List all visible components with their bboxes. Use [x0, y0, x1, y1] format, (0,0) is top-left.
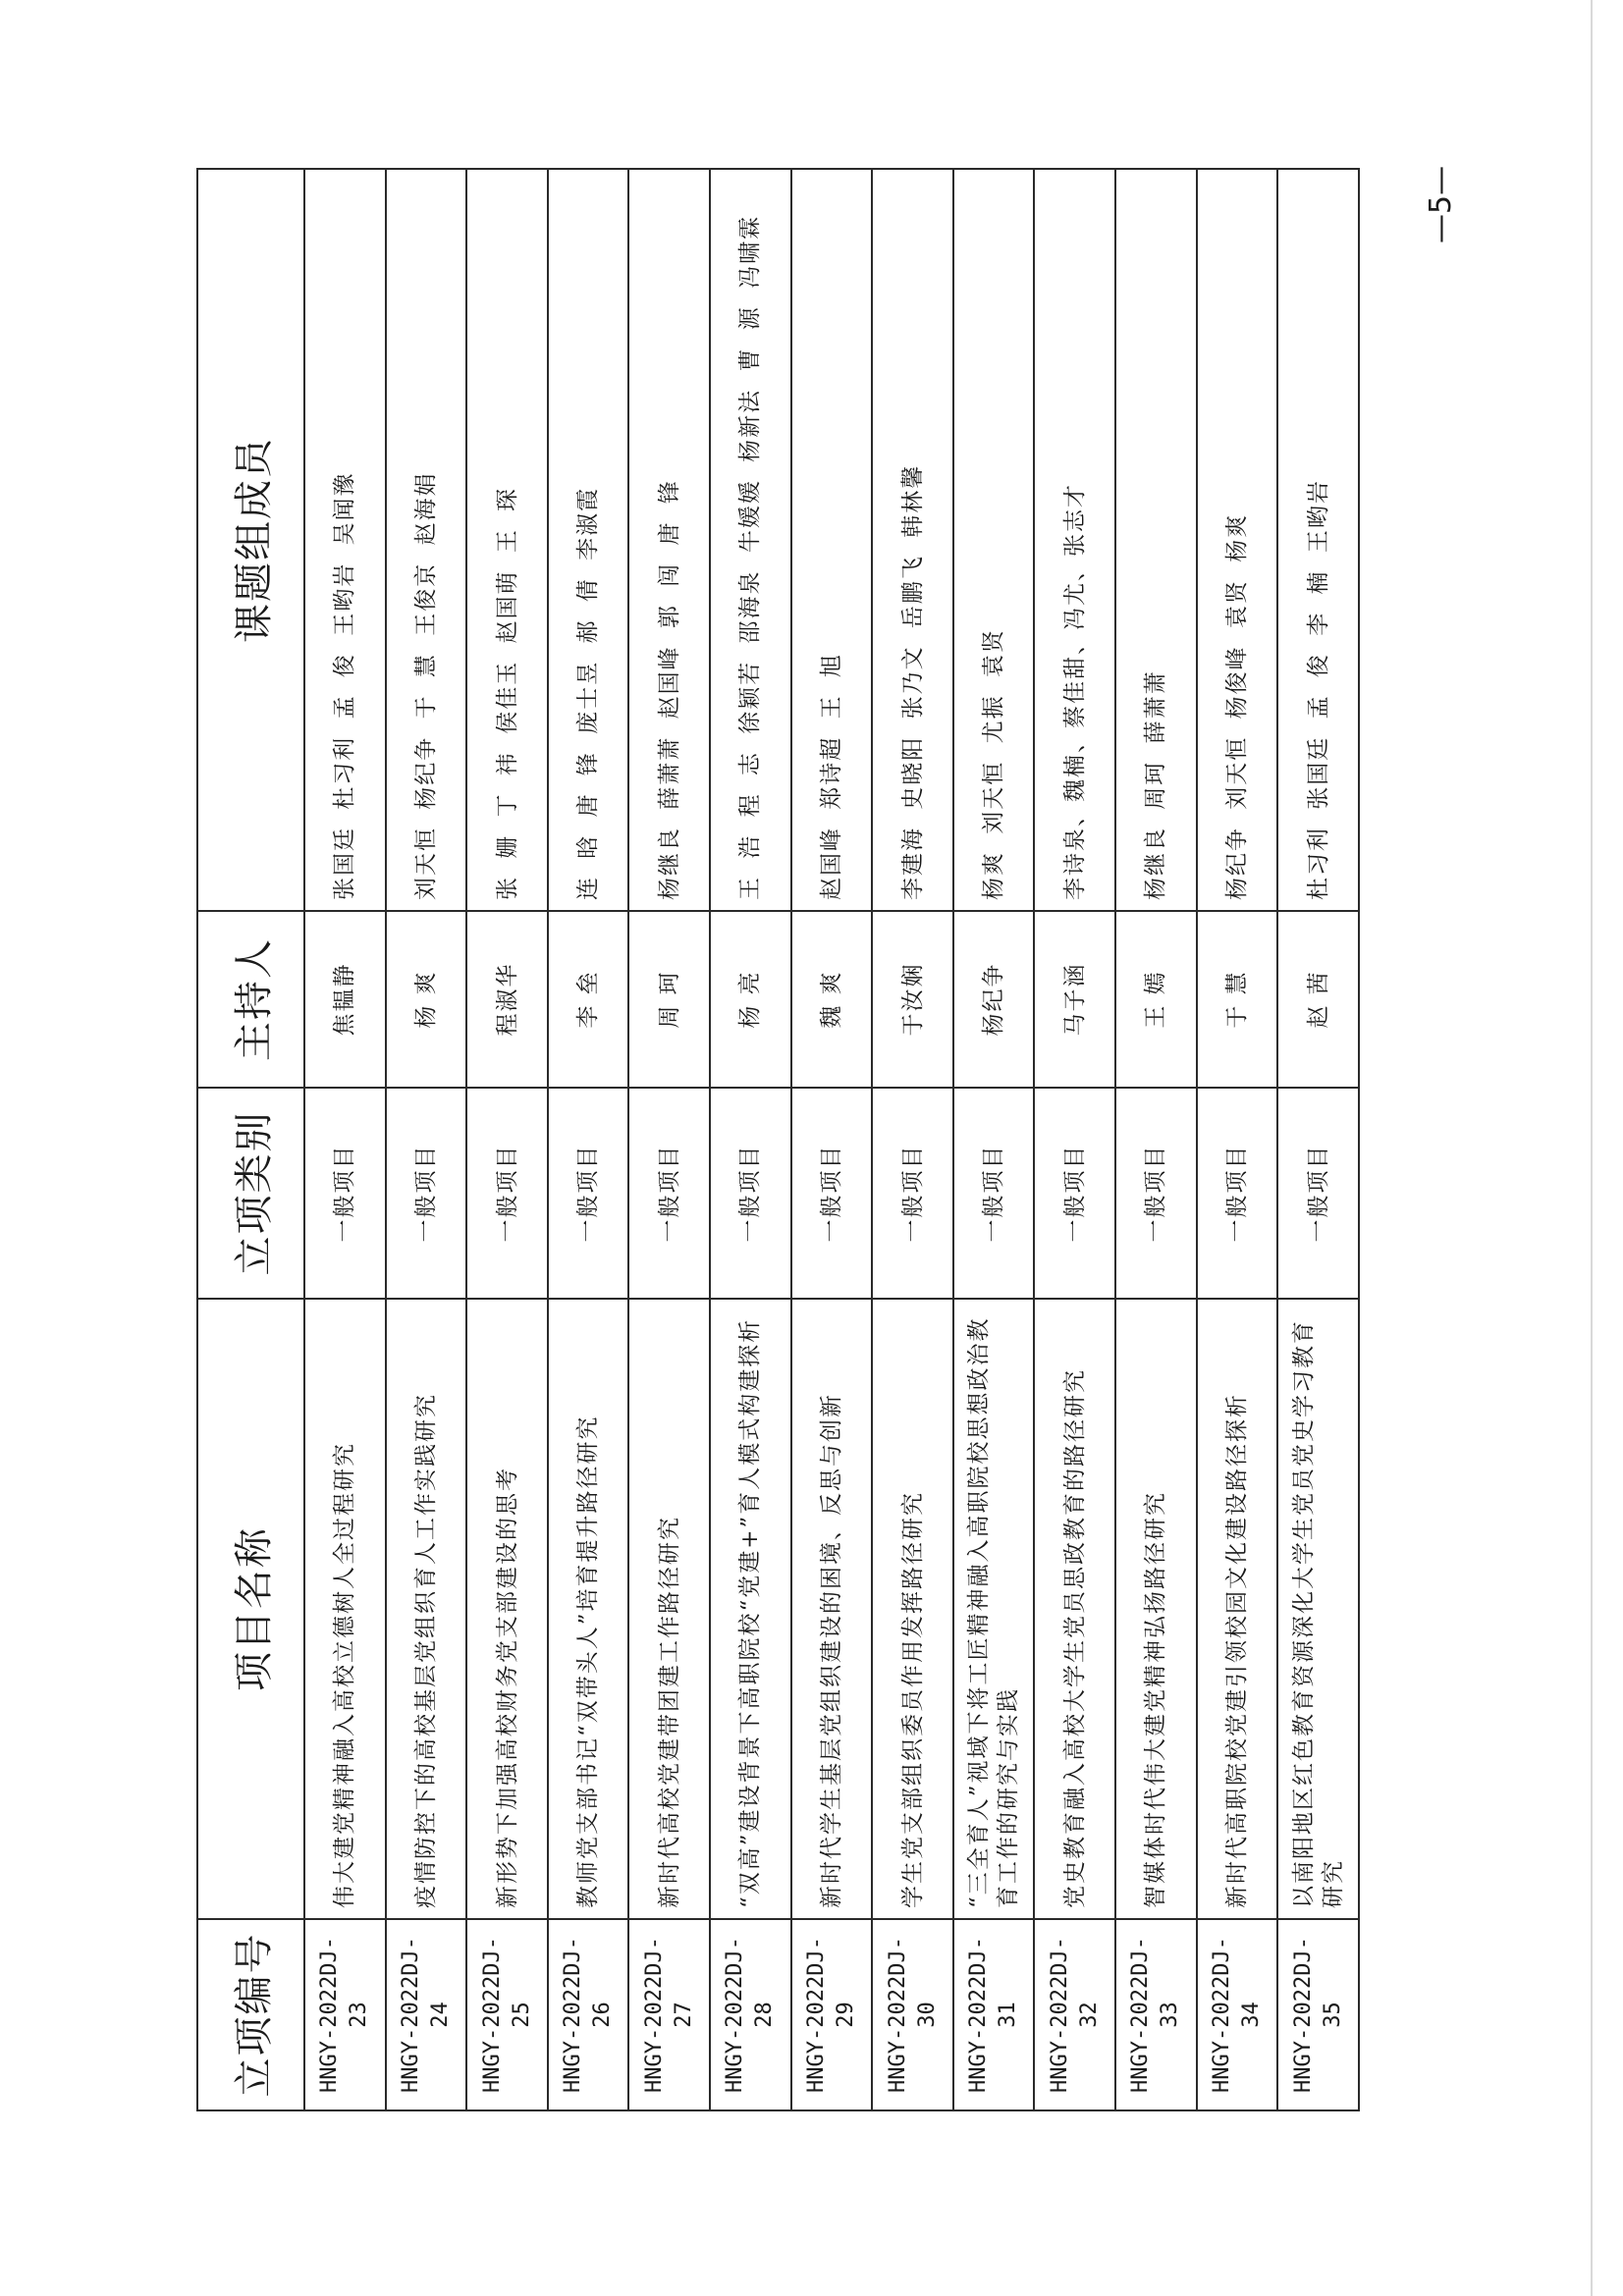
row-name: 新时代高职院校党建引领校园文化建设路径探析: [1197, 1299, 1278, 1919]
row-code: HNGY-2022DJ-26: [548, 1919, 629, 2110]
row-host: 杨 爽: [386, 911, 467, 1088]
row-code: HNGY-2022DJ-24: [386, 1919, 467, 2110]
row-code: HNGY-2022DJ-27: [628, 1919, 710, 2110]
header-category: 立项类别: [197, 1088, 304, 1299]
table-row: [1197, 169, 1278, 2110]
row-name: 教师党支部书记“双带头人”培育提升路径研究: [548, 1299, 629, 1919]
header-code: 立项编号: [197, 1919, 304, 2110]
row-category: 一般项目: [710, 1088, 791, 1299]
row-name: 智媒体时代伟大建党精神弘扬路径研究: [1115, 1299, 1197, 1919]
row-code: HNGY-2022DJ-29: [791, 1919, 873, 2110]
row-host: 于汝娴: [872, 911, 953, 1088]
row-category: 一般项目: [386, 1088, 467, 1299]
row-category: 一般项目: [628, 1088, 710, 1299]
row-category: 一般项目: [1115, 1088, 1197, 1299]
table-row: [466, 169, 548, 2110]
row-host: 杨 亮: [710, 911, 791, 1088]
row-members: 张 姗 丁 祎 侯佳玉 赵国萌 王 琛: [466, 169, 548, 911]
row-name: 疫情防控下的高校基层党组织育人工作实践研究: [386, 1299, 467, 1919]
row-name: “三全育人”视域下将工匠精神融入高职院校思想政治教育工作的研究与实践: [953, 1299, 1035, 1919]
row-host: 王 嫣: [1115, 911, 1197, 1088]
table-row: [710, 169, 791, 2110]
row-code: HNGY-2022DJ-23: [304, 1919, 386, 2110]
table-row: [953, 169, 1035, 2110]
row-category: 一般项目: [1197, 1088, 1278, 1299]
rotated-table-container: [196, 170, 1360, 2111]
project-table: [196, 168, 1360, 2111]
row-host: 焦韫静: [304, 911, 386, 1088]
row-members: 张国廷 杜习利 孟 俊 王哟岩 吴闻豫: [304, 169, 386, 911]
table-row: [1277, 169, 1359, 2110]
header-name: 项目名称: [197, 1299, 304, 1919]
row-members: 连 晗 唐 锋 庞士昱 郝 倩 李淑霞: [548, 169, 629, 911]
row-host: 赵 茜: [1277, 911, 1359, 1088]
row-category: 一般项目: [1034, 1088, 1115, 1299]
table-row: [791, 169, 873, 2110]
row-code: HNGY-2022DJ-25: [466, 1919, 548, 2110]
page-number: —5—: [1424, 165, 1458, 243]
table-row: [1034, 169, 1115, 2110]
row-name: 以南阳地区红色教育资源深化大学生党员党史学习教育研究: [1277, 1299, 1359, 1919]
table-header-row: [197, 169, 304, 2110]
row-code: HNGY-2022DJ-35: [1277, 1919, 1359, 2110]
row-host: 魏 爽: [791, 911, 873, 1088]
row-code: HNGY-2022DJ-33: [1115, 1919, 1197, 2110]
row-members: 杨纪争 刘天恒 杨俊峰 袁贤 杨爽: [1197, 169, 1278, 911]
row-category: 一般项目: [304, 1088, 386, 1299]
row-name: 新时代学生基层党组织建设的困境、反思与创新: [791, 1299, 873, 1919]
row-name: “双高”建设背景下高职院校“党建+”育人模式构建探析: [710, 1299, 791, 1919]
row-host: 杨纪争: [953, 911, 1035, 1088]
row-code: HNGY-2022DJ-30: [872, 1919, 953, 2110]
row-code: HNGY-2022DJ-28: [710, 1919, 791, 2110]
row-category: 一般项目: [1277, 1088, 1359, 1299]
row-name: 学生党支部组织委员作用发挥路径研究: [872, 1299, 953, 1919]
row-members: 刘天恒 杨纪争 于 慧 王俊京 赵海娟: [386, 169, 467, 911]
row-members: 王 浩 程 志 徐颖若 邵海泉 牛媛媛 杨新法 曹 源 冯啸霖: [710, 169, 791, 911]
row-host: 李 垒: [548, 911, 629, 1088]
header-host: 主持人: [197, 911, 304, 1088]
table-row: [304, 169, 386, 2110]
row-code: HNGY-2022DJ-31: [953, 1919, 1035, 2110]
table-row: [548, 169, 629, 2110]
row-members: 李诗泉、魏楠、蔡佳甜、冯尤、张志才: [1034, 169, 1115, 911]
row-members: 杜习利 张国廷 孟 俊 李 楠 王哟岩: [1277, 169, 1359, 911]
row-host: 程淑华: [466, 911, 548, 1088]
row-host: 于 慧: [1197, 911, 1278, 1088]
table-row: [628, 169, 710, 2110]
row-members: 杨继良 薛萧萧 赵国峰 郭 闯 唐 锋: [628, 169, 710, 911]
row-category: 一般项目: [953, 1088, 1035, 1299]
row-name: 新形势下加强高校财务党支部建设的思考: [466, 1299, 548, 1919]
table-row: [386, 169, 467, 2110]
table-row: [1115, 169, 1197, 2110]
row-host: 周 珂: [628, 911, 710, 1088]
row-members: 李建海 史晓阳 张乃文 岳鹏飞 韩林馨: [872, 169, 953, 911]
row-category: 一般项目: [872, 1088, 953, 1299]
row-members: 杨爽 刘天恒 尤振 袁贤: [953, 169, 1035, 911]
row-category: 一般项目: [548, 1088, 629, 1299]
row-name: 党史教育融入高校大学生党员思政教育的路径研究: [1034, 1299, 1115, 1919]
row-host: 马子涵: [1034, 911, 1115, 1088]
row-category: 一般项目: [466, 1088, 548, 1299]
row-code: HNGY-2022DJ-32: [1034, 1919, 1115, 2110]
table-row: [872, 169, 953, 2110]
row-name: 伟大建党精神融入高校立德树人全过程研究: [304, 1299, 386, 1919]
row-code: HNGY-2022DJ-34: [1197, 1919, 1278, 2110]
header-members: 课题组成员: [197, 169, 304, 911]
row-name: 新时代高校党建带团建工作路径研究: [628, 1299, 710, 1919]
row-members: 杨继良 周珂 薛萧萧: [1115, 169, 1197, 911]
scan-edge-line: [1591, 0, 1593, 2296]
row-category: 一般项目: [791, 1088, 873, 1299]
row-members: 赵国峰 郑诗超 王 旭: [791, 169, 873, 911]
